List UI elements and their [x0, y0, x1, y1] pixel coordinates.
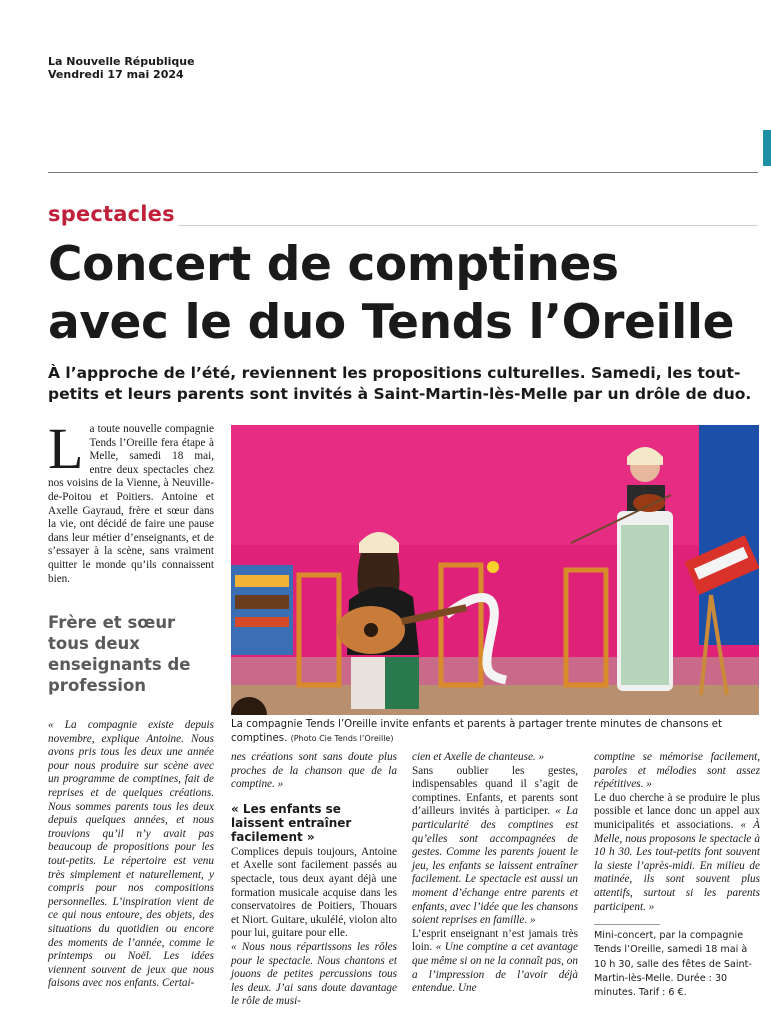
section-marker: [763, 130, 771, 166]
headline: [48, 236, 768, 352]
publication-date: Vendredi 17 mai 2024: [48, 68, 184, 81]
article-photo: [231, 425, 759, 715]
col2-quote-end: nes créations sont sans doute plus proches de la chanson que de la comptine. »: [231, 751, 397, 791]
rubric: spectacles: [48, 202, 175, 226]
col2-paragraph: Complices depuis toujours, Antoine et Axelle sont facilement passés au spectacle, tous deux ayant déjà une formation musicale acquise dans les conservatoires de Poitiers, Thouars et Niort. Guitare, ukulélé, violon alto pour lui, guitare pour elle.: [231, 845, 397, 940]
col4-quote-end: comptine se mémorise facilement, paroles et mélodies sont assez répétitives. »: [594, 751, 760, 791]
col4-text: Le duo cherche à se produire le plus possible et lance donc un appel aux municipalités et associations.: [594, 791, 760, 831]
body-column-1: [48, 719, 214, 991]
photo-illustration: [231, 425, 759, 715]
body-column-3: [412, 751, 578, 996]
subheading: « Les enfants se laissent entraîner facilement »: [231, 801, 352, 844]
headline-line-2: avec le duo Tends l’Oreille: [48, 295, 735, 350]
publication-name: La Nouvelle République: [48, 55, 195, 68]
col1-quote: « La compagnie existe depuis novembre, explique Antoine. Nous avons pris tous les deux une année pour nous produire sur scène avec un programme de comptines, fait de reprises et de quelques créations. Nous sommes parents tous les deux depuis quelques années, et nous trouvions qu’il n’y avait pas beaucoup de propositions pour les tout-petits. Le répertoire est venu très simplement et naturellement, y compris pour nos compositions personnelles. L’inspiration vient de ce qui nous entoure, des objets, des situations du quotidien ou encore des moments de l’année, comme le printemps ou Noël. Les idées viennent souvent de jeux que nous faisons avec nos enfants. Certai-: [48, 719, 214, 990]
info-divider: [594, 924, 660, 925]
col4-quote: « À Melle, nous proposons le spectacle à 10 h 30. Les tout-petits font souvent la sieste l’après-midi. En milieu de matinée, ils sont souvent plus attentifs, surtout si les parents participent. »: [594, 818, 760, 913]
intro-block: [48, 416, 214, 586]
col3-quote-end: cien et Axelle de chanteuse. »: [412, 751, 545, 763]
caption-text: La compagnie Tends l’Oreille invite enfants et parents à partager trente minutes de chansons et comptines.: [231, 719, 723, 744]
col2-quote: « Nous nous répartissons les rôles pour le spectacle. Nous chantons et jouons de petites percussions tous les deux. J’ai sans doute davantage le rôle de musi-: [231, 940, 397, 1008]
top-divider: [48, 172, 758, 173]
masthead: [48, 55, 195, 81]
col3-text-a: Sans oublier les gestes, indispensables quand il s’agit de comptines. Enfants, et parents sont d’ailleurs invités à participer.: [412, 764, 578, 818]
body-column-4: [594, 751, 760, 1000]
col3-text-b: L’esprit enseignant n’est jamais très loin.: [412, 927, 578, 954]
rubric-divider: [178, 225, 758, 226]
body-column-2: [231, 751, 397, 1009]
practical-info: Mini-concert, par la compagnie Tends l’Oreille, samedi 18 mai à 10 h 30, salle des fêtes de Saint-Martin-lès-Melle. Durée : 30 minutes. Tarif : 6 €.: [594, 930, 752, 998]
intro-text: a toute nouvelle compagnie Tends l’Oreille fera étape à Melle, samedi 18 mai, entre deux spectacles chez nos voisins de la Vienne, à Neuville-de-Poitou et Poitiers. Antoine et Axelle Gayraud, frère et sœur dans la vie, ont décidé de faire une pause dans leur métier d’enseignants, et de s’essayer à la scène, sans vraiment quitter le monde qu’ils connaissent bien.: [48, 423, 214, 585]
photo-caption: [231, 718, 751, 746]
col3-quote-a: « La particularité des comptines est qu’elles sont accompagnées de gestes. Comme les parents jouent le jeu, les enfants se laissent entraîner facilement. Le spectacle est aussi un moment d’échange entre parents et enfants, avec l’idée que les chansons soient reprises en famille. »: [412, 805, 578, 927]
lede: À l’approche de l’été, reviennent les propositions culturelles. Samedi, les tout-petits et leurs parents sont invités à Saint-Martin-lès-Melle par un drôle de duo.: [48, 364, 752, 403]
photo-credit: (Photo Cie Tends l’Oreille): [290, 734, 394, 743]
col3-quote-b: « Une comptine a cet avantage que même si on ne la connaît pas, on a l’impression de l’avoir déjà entendue. Une: [412, 941, 578, 995]
drop-cap: L: [48, 416, 84, 481]
headline-line-1: Concert de comptines: [48, 237, 619, 292]
intertitle: Frère et sœur tous deux enseignants de profession: [48, 613, 191, 695]
